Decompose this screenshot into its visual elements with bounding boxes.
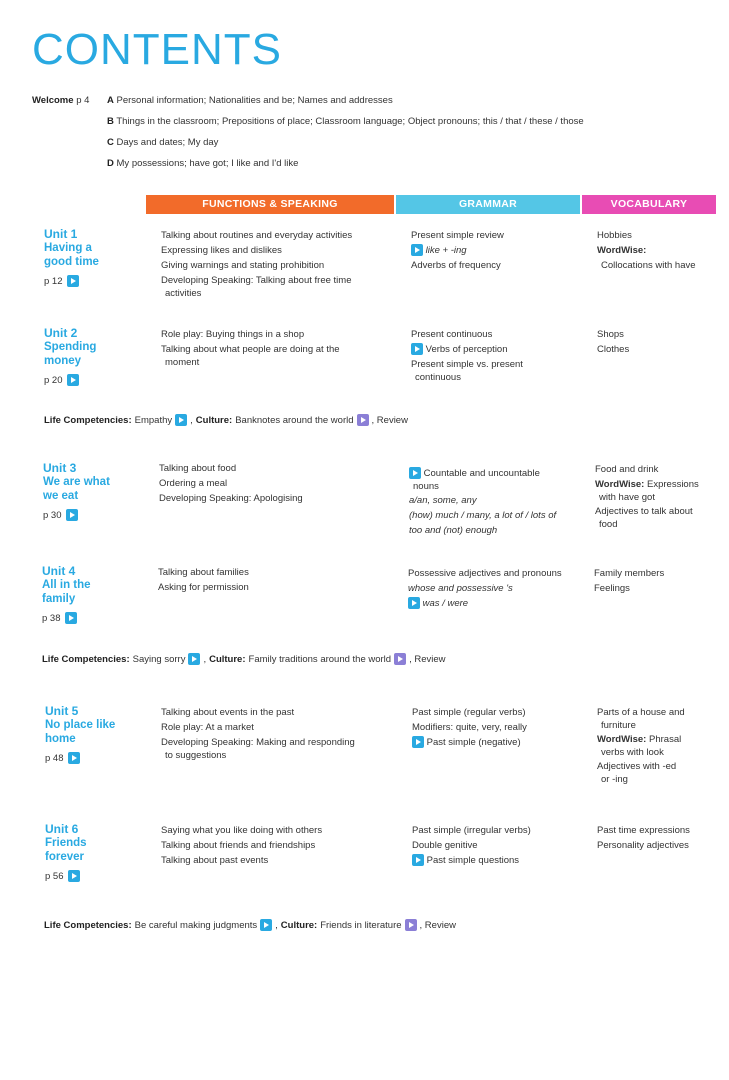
unit-title-line: No place like bbox=[45, 719, 116, 731]
video-play-icon[interactable] bbox=[68, 752, 80, 764]
review-play-icon[interactable] bbox=[357, 414, 369, 426]
review-play-icon[interactable] bbox=[394, 653, 406, 665]
unit-5-vocabulary: Parts of a house and furniture WordWise: Phrasal verbs with look Adjectives with -ed or -ing bbox=[597, 707, 685, 785]
unit-4-label[interactable] bbox=[42, 564, 134, 624]
welcome-label[interactable] bbox=[32, 95, 89, 107]
unit-4-grammar: Possessive adjectives and pronouns whose and possessive 's was / were bbox=[408, 568, 562, 609]
unit-title-line: good time bbox=[44, 256, 99, 268]
life-competencies-row: Life Competencies: Saying sorry , Culture: Family traditions around the world , Review bbox=[42, 653, 446, 665]
video-play-icon[interactable] bbox=[175, 414, 187, 426]
unit-3-vocabulary: Food and drink WordWise: Expressions with have got Adjectives to talk about food bbox=[595, 464, 699, 530]
life-competencies-row: Life Competencies: Be careful making judgments , Culture: Friends in literature , Review bbox=[44, 919, 456, 931]
unit-4-functions: Talking about families Asking for permission bbox=[158, 567, 249, 593]
unit-title-line: forever bbox=[45, 851, 84, 863]
video-play-icon[interactable] bbox=[67, 374, 79, 386]
unit-5-grammar: Past simple (regular verbs) Modifiers: quite, very, really Past simple (negative) bbox=[412, 707, 527, 748]
unit-3-functions: Talking about food Ordering a meal Developing Speaking: Apologising bbox=[159, 463, 303, 504]
unit-number: Unit 4 bbox=[42, 564, 76, 578]
welcome-line-d: D My possessions; have got; I like and I'd like bbox=[107, 158, 299, 169]
video-play-icon[interactable] bbox=[409, 467, 421, 479]
welcome-page: p 4 bbox=[76, 95, 90, 106]
unit-6-grammar: Past simple (irregular verbs) Double genitive Past simple questions bbox=[412, 825, 531, 866]
unit-1-vocabulary: Hobbies WordWise: Collocations with have bbox=[597, 230, 696, 271]
unit-page: p 20 bbox=[44, 374, 63, 386]
welcome-line-a: A Personal information; Nationalities and be; Names and addresses bbox=[107, 95, 393, 106]
unit-title-line: All in the bbox=[42, 579, 91, 591]
unit-title-line: Friends bbox=[45, 837, 87, 849]
unit-5-functions: Talking about events in the past Role play: At a market Developing Speaking: Making and responding to suggestions bbox=[161, 707, 355, 761]
unit-title-line: money bbox=[44, 355, 82, 367]
video-play-icon[interactable] bbox=[188, 653, 200, 665]
welcome-line-c: C Days and dates; My day bbox=[107, 137, 219, 148]
unit-2-grammar: Present continuous Verbs of perception Present simple vs. present continuous bbox=[411, 329, 523, 383]
unit-6-vocabulary: Past time expressions Personality adjectives bbox=[597, 825, 690, 851]
welcome-title: Welcome bbox=[32, 95, 74, 106]
page-title: CONTENTS bbox=[32, 25, 282, 74]
video-play-icon[interactable] bbox=[412, 736, 424, 748]
video-play-icon[interactable] bbox=[68, 870, 80, 882]
unit-number: Unit 5 bbox=[45, 704, 79, 718]
unit-title-line: family bbox=[42, 593, 76, 605]
unit-2-vocabulary: Shops Clothes bbox=[597, 329, 630, 355]
unit-title-line: home bbox=[45, 733, 76, 745]
video-play-icon[interactable] bbox=[66, 509, 78, 521]
unit-6-label[interactable] bbox=[45, 822, 137, 882]
unit-page: p 56 bbox=[45, 870, 64, 882]
unit-page: p 30 bbox=[43, 509, 62, 521]
unit-title-line: We are what bbox=[43, 476, 110, 488]
welcome-line-b: B Things in the classroom; Prepositions of place; Classroom language; Object pronouns; this / that / these / those bbox=[107, 116, 584, 127]
unit-number: Unit 1 bbox=[44, 227, 78, 241]
unit-1-label[interactable] bbox=[44, 227, 136, 287]
unit-3-grammar: Countable and uncountable nouns a/an, some, any (how) much / many, a lot of / lots of too and (not) enough bbox=[409, 468, 557, 536]
unit-number: Unit 6 bbox=[45, 822, 79, 836]
functions-speaking-header: FUNCTIONS & SPEAKING bbox=[146, 195, 394, 214]
life-competencies-row: Life Competencies: Empathy , Culture: Banknotes around the world , Review bbox=[44, 414, 408, 426]
video-play-icon[interactable] bbox=[412, 854, 424, 866]
unit-title-line: we eat bbox=[43, 490, 79, 502]
unit-title-line: Spending bbox=[44, 341, 97, 353]
video-play-icon[interactable] bbox=[411, 343, 423, 355]
video-play-icon[interactable] bbox=[65, 612, 77, 624]
unit-page: p 38 bbox=[42, 612, 61, 624]
unit-number: Unit 3 bbox=[43, 461, 77, 475]
unit-3-label[interactable] bbox=[43, 461, 135, 521]
unit-1-functions: Talking about routines and everyday activities Expressing likes and dislikes Giving warnings and stating prohibition Developing Speaking: Talking about free time activities bbox=[161, 230, 353, 299]
vocabulary-header: VOCABULARY bbox=[582, 195, 716, 214]
unit-2-label[interactable] bbox=[44, 326, 136, 386]
unit-number: Unit 2 bbox=[44, 326, 78, 340]
unit-1-grammar: Present simple review like + -ing Adverbs of frequency bbox=[411, 230, 504, 271]
unit-2-functions: Role play: Buying things in a shop Talking about what people are doing at the moment bbox=[161, 329, 340, 368]
grammar-header: GRAMMAR bbox=[396, 195, 580, 214]
video-play-icon[interactable] bbox=[260, 919, 272, 931]
unit-6-functions: Saying what you like doing with others Talking about friends and friendships Talking about past events bbox=[161, 825, 323, 866]
unit-4-vocabulary: Family members Feelings bbox=[594, 568, 665, 594]
video-play-icon[interactable] bbox=[67, 275, 79, 287]
unit-page: p 48 bbox=[45, 752, 64, 764]
unit-title-line: Having a bbox=[44, 242, 92, 254]
video-play-icon[interactable] bbox=[411, 244, 423, 256]
review-play-icon[interactable] bbox=[405, 919, 417, 931]
video-play-icon[interactable] bbox=[408, 597, 420, 609]
unit-5-label[interactable] bbox=[45, 704, 137, 764]
unit-page: p 12 bbox=[44, 275, 63, 287]
